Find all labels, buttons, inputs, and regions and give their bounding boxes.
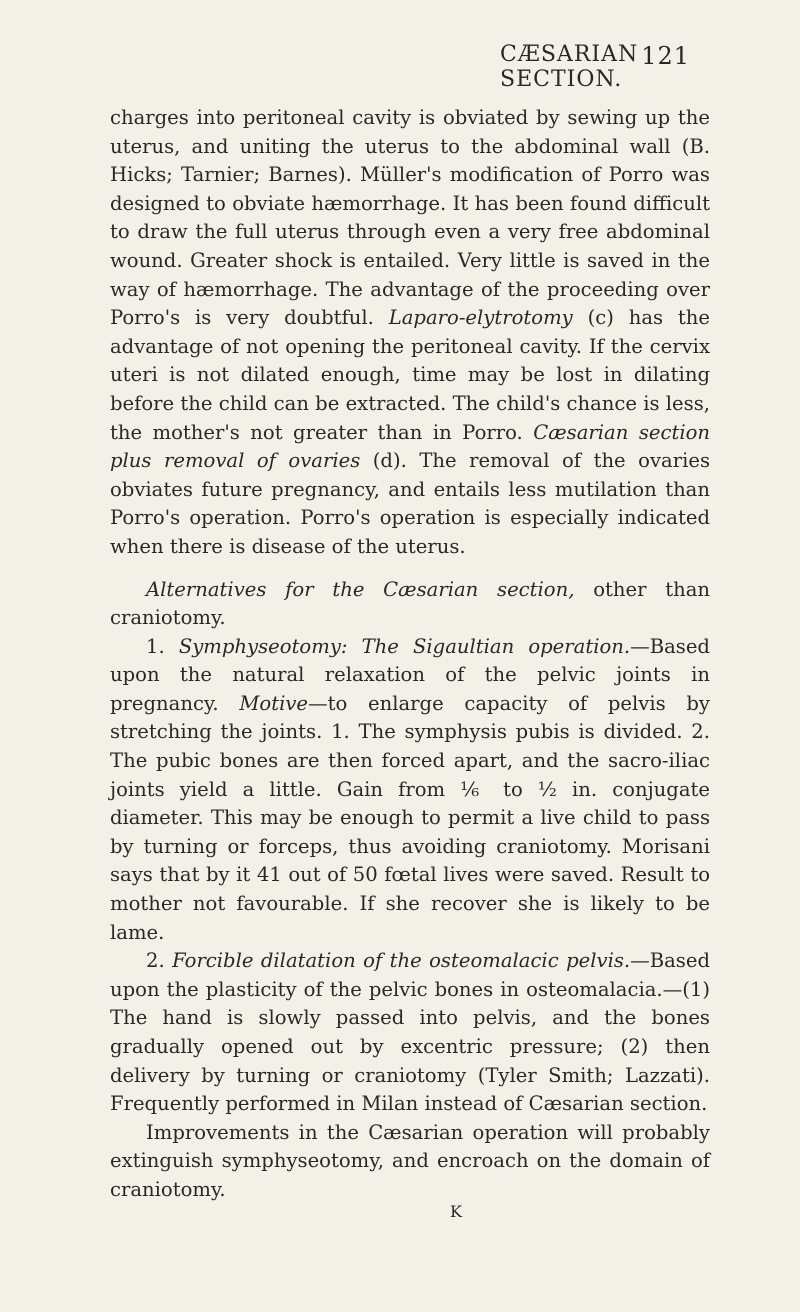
italic-term: Symphyseotomy: The Sigaultian operation.	[178, 634, 631, 658]
italic-term: Forcible dilatation of the osteomalacic pelvis.	[172, 949, 631, 973]
italic-term: Motive	[239, 691, 309, 715]
paragraph-improvements: Improvements in the Cæsarian operation will probably extinguish symphyseotomy, and encroach on the domain of craniotomy.	[110, 1120, 710, 1201]
paragraph-text: —to enlarge capacity of pelvis by stretching the joints. 1. The symphysis pubis is divided. 2. The pubic bones are then forced apart, and the sacro-iliac joints yield a little. Gain from ⅙ to ½ in. conjugate diameter. This may be enough to permit a live child to pass by turning or forceps, thus avoiding craniotomy. Morisani says that by it 41 out of 50 fœtal lives were saved. Result to mother not favourable. If she recover she is likely to be lame.	[110, 691, 711, 944]
paragraph-text: —Based upon the plasticity of the pelvic bones in osteomalacia.—(1) The hand is slowly passed into pelvis, and the bones gradually opened out by excentric pressure; (2) then delivery by turning or craniotomy (Tyler Smith; Lazzati). Frequently performed in Milan instead of Cæsarian section.	[110, 949, 710, 1116]
heading-text: other than craniotomy.	[110, 577, 710, 630]
signature-mark: K	[450, 1202, 462, 1221]
paragraph-symphyseotomy	[110, 633, 710, 948]
paragraph-text: charges into peritoneal cavity is obviated by sewing up the uterus, and uniting the uterus to the abdominal wall (B. Hicks; Tarnier; Barnes). Müller's modification of Porro was designed to obviate hæmorrhage. It has been found difficult to draw the full uterus through even a very free abdominal wound. Greater shock is entailed. Very little is saved in the way of hæmorrhage. The advantage of the proceeding over Porro's is very doubtful.	[110, 106, 710, 330]
paragraph-text: (c) has the advantage of not opening the peritoneal cavity. If the cervix uteri is not dilated enough, time may be lost in dilating before the child can be extracted. The child's chance is less, the mother's not greater than in Porro.	[110, 306, 710, 444]
paragraph-text: —Based upon the natural relaxation of the pelvic joints in pregnancy.	[110, 634, 710, 715]
paragraph-text: (d). The removal of the ovaries obviates future pregnancy, and entails less mutilation than Porro's operation. Porro's operation is especially indicated when there is disease of the uterus.	[110, 449, 710, 558]
running-title: CÆSARIAN SECTION.	[500, 42, 639, 92]
heading-italic: Alternatives for the Cæsarian section,	[146, 577, 575, 601]
body-text	[110, 104, 710, 1205]
section-heading-alternatives	[110, 576, 710, 633]
italic-term: Laparo-elytrotomy	[388, 306, 573, 330]
italic-term: Cæsarian section plus removal of ovaries	[110, 420, 710, 473]
item-number: 2.	[146, 949, 173, 973]
page-number: 121	[641, 42, 690, 70]
paragraph-forcible-dilatation	[110, 947, 710, 1119]
paragraph-porro	[110, 104, 710, 562]
item-number: 1.	[146, 634, 179, 658]
